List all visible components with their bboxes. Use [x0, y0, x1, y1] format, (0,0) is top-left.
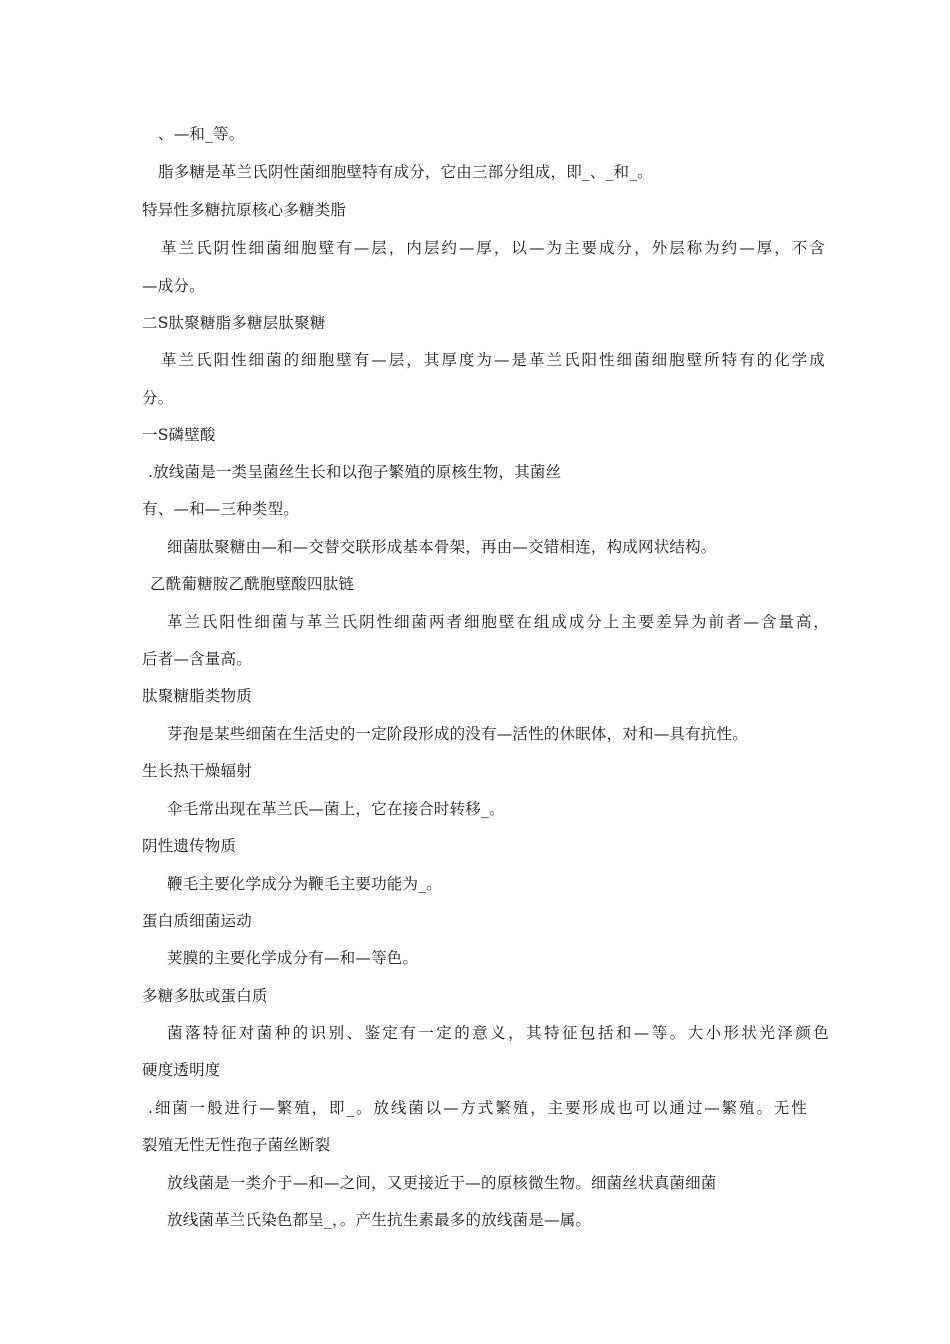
answer-line-2: 二S肽聚糖脂多糖层肽聚糖 — [142, 314, 326, 332]
text-line-12-cont: 硬度透明度 — [142, 1061, 221, 1079]
text-line-1: 、—和_等。 — [158, 125, 245, 143]
text-line-7: 革兰氏阳性细菌与革兰氏阴性细菌两者细胞壁在组成成分上主要差异为前者—含量高， — [167, 613, 829, 631]
answer-line-8: 蛋白质细菌运动 — [142, 912, 252, 930]
answer-line-7: 阴性遗传物质 — [142, 837, 237, 855]
answer-line-9: 多糖多肽或蛋白质 — [142, 987, 268, 1005]
text-line-3: 革兰氏阴性细菌细胞壁有—层，内层约—厚，以—为主要成分，外层称为约—厚，不含 — [161, 239, 825, 257]
text-line-2: 脂多糖是革兰氏阴性菌细胞壁特有成分，它由三部分组成，即_、_和_。 — [158, 163, 653, 181]
text-line-13-cont: 裂殖无性无性孢子菌丝断裂 — [142, 1136, 331, 1154]
text-line-6: 细菌肽聚糖由—和—交替交联形成基本骨架，再由—交错相连，构成网状结构。 — [167, 538, 717, 556]
answer-line-5: 肽聚糖脂类物质 — [142, 687, 252, 705]
text-line-5: .放线菌是一类呈菌丝生长和以孢子繁殖的原核生物，其菌丝 — [148, 463, 562, 481]
text-line-11: 荚膜的主要化学成分有—和—等色。 — [167, 949, 419, 967]
text-line-4: 革兰氏阳性细菌的细胞壁有—层，其厚度为—是革兰氏阳性细菌细胞壁所特有的化学成 — [161, 351, 825, 369]
text-line-10: 鞭毛主要化学成分为鞭毛主要功能为_。 — [167, 875, 442, 893]
text-line-14: 放线菌是一类介于—和—之间，又更接近于—的原核微生物。细菌丝状真菌细菌 — [167, 1174, 717, 1192]
text-line-9: 伞毛常出现在革兰氏—菌上，它在接合时转移_。 — [167, 800, 505, 818]
answer-line-4: 乙酰葡糖胺乙酰胞壁酸四肽链 — [150, 575, 355, 593]
text-line-4-cont: 分。 — [142, 389, 174, 407]
text-line-7-cont: 后者—含量高。 — [142, 650, 252, 668]
text-line-8: 芽孢是某些细菌在生活史的一定阶段形成的没有—活性的休眠体，对和—具有抗性。 — [167, 725, 748, 743]
answer-line-3: 一S磷壁酸 — [142, 426, 216, 444]
answer-line-6: 生长热干燥辐射 — [142, 762, 252, 780]
text-line-13: .细菌一般进行—繁殖，即_。放线菌以—方式繁殖，主要形成也可以通过—繁殖。无性 — [148, 1099, 807, 1117]
text-line-5-cont: 有、—和—三种类型。 — [142, 500, 300, 518]
text-line-12: 菌落特征对菌种的识别、鉴定有一定的意义，其特征包括和—等。大小形状光泽颜色 — [167, 1024, 829, 1042]
text-line-15: 放线菌革兰氏染色都呈_，。产生抗生素最多的放线菌是—属。 — [167, 1211, 592, 1229]
answer-line-1: 特异性多糖抗原核心多糖类脂 — [142, 201, 347, 219]
text-line-3-cont: —成分。 — [142, 277, 205, 295]
